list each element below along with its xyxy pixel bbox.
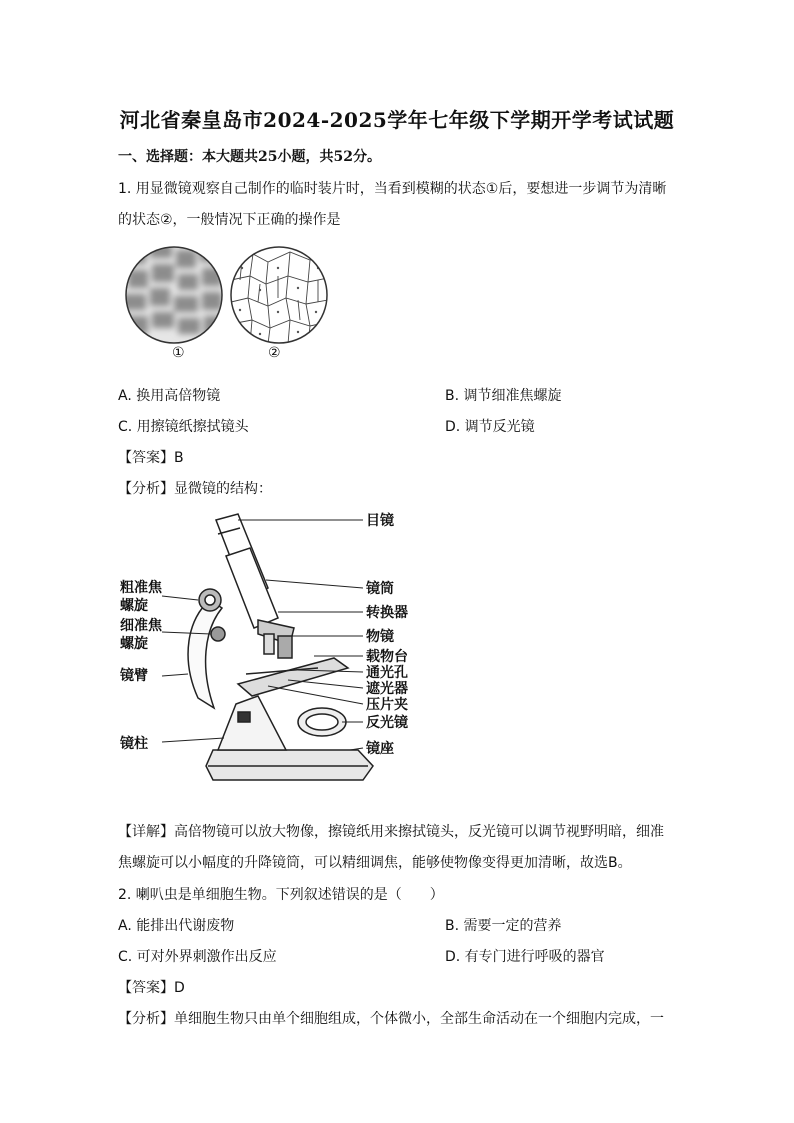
q2-option-d: D. 有专门进行呼吸的器官 [445, 949, 605, 965]
label-fine-1: 细准焦 [120, 618, 162, 634]
q1-option-b: B. 调节细准焦螺旋 [445, 388, 562, 404]
label-arm: 镜臂 [120, 668, 148, 684]
q2-stem: 2. 喇叭虫是单细胞生物。下列叙述错误的是（ ） [118, 887, 444, 903]
q2-answer: 【答案】D [118, 980, 185, 996]
q1-option-c: C. 用擦镜纸擦拭镜头 [118, 419, 249, 435]
q1-detail-line1: 【详解】高倍物镜可以放大物像，擦镜纸用来擦拭镜头，反光镜可以调节视野明暗，细准 [118, 824, 664, 840]
label-hole: 通光孔 [366, 665, 408, 681]
label-stage: 载物台 [366, 649, 408, 665]
q1-option-a: A. 换用高倍物镜 [118, 388, 221, 404]
blurry-view-image [122, 244, 224, 343]
q1-stem-line1: 1. 用显微镜观察自己制作的临时装片时，当看到模糊的状态①后，要想进一步调节为清晰 [118, 181, 667, 197]
q2-option-a: A. 能排出代谢废物 [118, 918, 235, 934]
microscope-diagram [118, 508, 418, 808]
label-eyepiece: 目镜 [366, 513, 394, 529]
label-objective: 物镜 [366, 629, 394, 645]
label-coarse-2: 螺旋 [120, 598, 148, 614]
q1-option-d: D. 调节反光镜 [445, 419, 535, 435]
label-tube: 镜筒 [366, 581, 394, 597]
q1-detail-line2: 焦螺旋可以小幅度的升降镜筒，可以精细调焦，能够使物像变得更加清晰，故选B。 [118, 855, 632, 871]
section-heading: 一、选择题：本大题共25小题，共52分。 [118, 149, 381, 165]
clear-view-image [231, 247, 328, 344]
label-mirror: 反光镜 [366, 715, 408, 731]
label-diaphragm: 遮光器 [366, 681, 408, 697]
view1-label: ① [172, 345, 185, 361]
label-converter: 转换器 [366, 605, 408, 621]
q1-answer: 【答案】B [118, 450, 184, 466]
q2-option-b: B. 需要一定的营养 [445, 918, 562, 934]
page-title: 河北省秦皇岛市2024-2025学年七年级下学期开学考试试题 [119, 108, 675, 132]
q1-microscope-views [118, 240, 348, 370]
label-pillar: 镜柱 [120, 736, 148, 752]
label-base: 镜座 [366, 741, 394, 757]
q2-option-c: C. 可对外界刺激作出反应 [118, 949, 277, 965]
label-coarse-1: 粗准焦 [120, 580, 162, 596]
label-clip: 压片夹 [366, 697, 408, 713]
q1-analysis: 【分析】显微镜的结构： [118, 481, 272, 497]
q2-analysis: 【分析】单细胞生物只由单个细胞组成，个体微小，全部生命活动在一个细胞内完成，一 [118, 1011, 664, 1027]
label-fine-2: 螺旋 [120, 636, 148, 652]
q1-stem-line2: 的状态②，一般情况下正确的操作是 [118, 212, 341, 228]
view2-label: ② [268, 345, 281, 361]
